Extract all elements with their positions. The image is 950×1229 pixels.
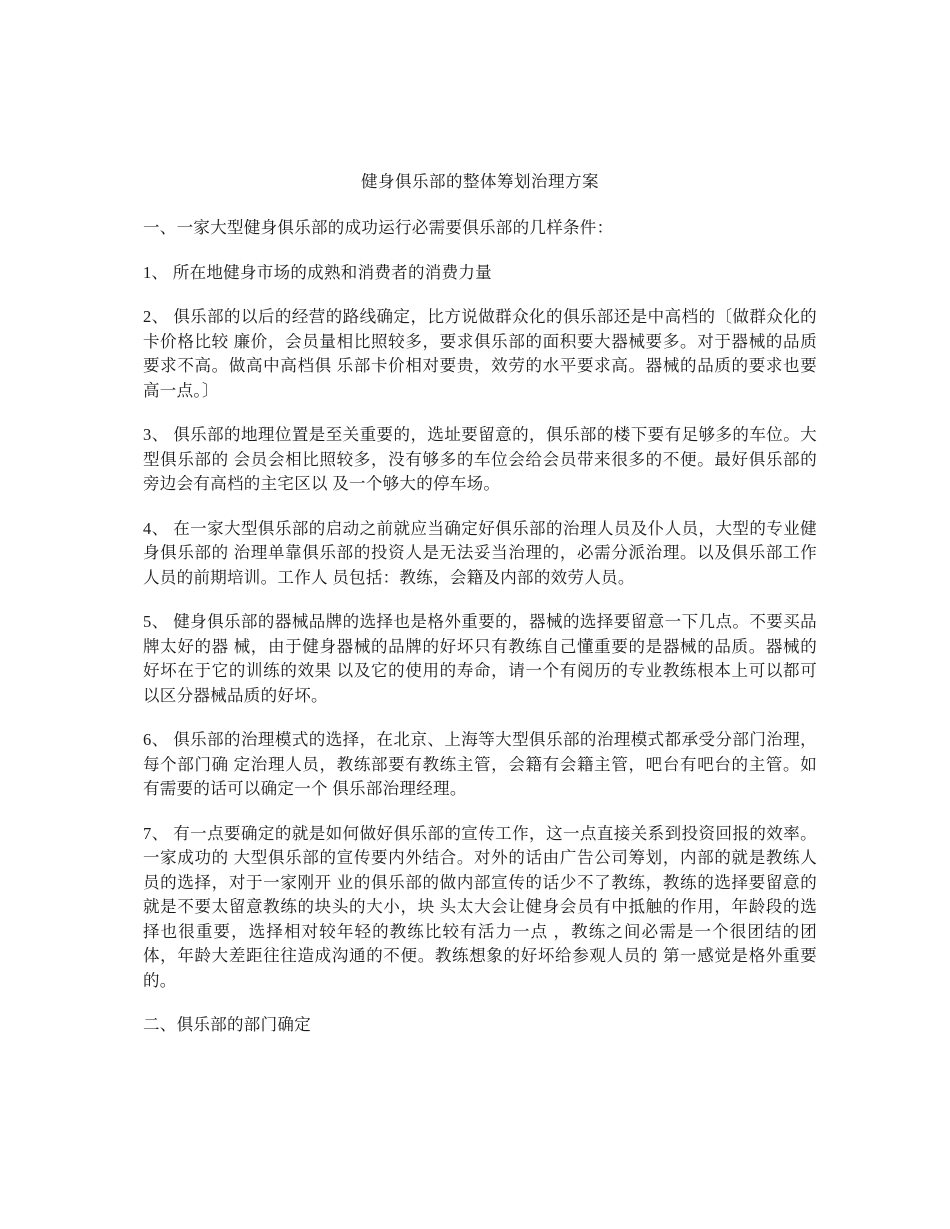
paragraph-item-2: 2、 俱乐部的以后的经营的路线确定，比方说做群众化的俱乐部还是中高档的〔做群众化的卡价格比较 廉价，会员量相比照较多，要求俱乐部的面积要大器械要多。对于器械的品质要求不高。做高中高档俱 乐部卡价相对要贵，效劳的水平要求高。器械的品质的要求也要高一点。〕: [143, 307, 817, 400]
paragraph-item-3: 3、 俱乐部的地理位置是至关重要的，选址要留意的，俱乐部的楼下要有足够多的车位。大型俱乐部的 会员会相比照较多，没有够多的车位会给会员带来很多的不便。最好俱乐部的旁边会有高档的主宅区以 及一个够大的停车场。: [143, 425, 817, 493]
paragraph-item-4: 4、 在一家大型俱乐部的启动之前就应当确定好俱乐部的治理人员及仆人员，大型的专业健身俱乐部的 治理单靠俱乐部的投资人是无法妥当治理的，必需分派治理。以及俱乐部工作人员的前期培训。工作人 员包括：教练，会籍及内部的效劳人员。: [143, 518, 817, 587]
paragraph-intro: 一、一家大型健身俱乐部的成功运行必需要俱乐部的几样条件：: [143, 218, 614, 237]
paragraph-item-1: 1、 所在地健身市场的成熟和消费者的消费力量: [143, 262, 492, 282]
paragraph-item-6: 6、 俱乐部的治理模式的选择，在北京、上海等大型俱乐部的治理模式都承受分部门治理，每个部门确 定治理人员，教练部要有教练主管，会籍有会籍主管，吧台有吧台的主管。如有需要的话可以确定一个 俱乐部治理经理。: [143, 730, 817, 798]
document-title: 健身俱乐部的整体筹划治理方案: [361, 172, 599, 191]
paragraph-section-2-heading: 二、俱乐部的部门确定: [143, 1015, 311, 1034]
paragraph-item-7: 7、 有一点要确定的就是如何做好俱乐部的宣传工作，这一点直接关系到投资回报的效率。一家成功的 大型俱乐部的宣传要内外结合。对外的话由广告公司筹划，内部的就是教练人员的选择，对于一家刚开 业的俱乐部的做内部宣传的话少不了教练，教练的选择要留意的就是不要太留意教练的块头的大小，块 头太大会让健身会员有中抵触的作用，年龄段的选择也很重要，选择相对较年轻的教练比较有活力一点 ，教练之间必需是一个很团结的团体，年龄大差距往往造成沟通的不便。教练想象的好坏给参观人员的 第一感觉是格外重要的。: [143, 823, 817, 990]
paragraph-item-5: 5、 健身俱乐部的器械品牌的选择也是格外重要的，器械的选择要留意一下几点。不要买品牌太好的器 械，由于健身器械的品牌的好坏只有教练自己懂重要的是器械的品质。器械的好坏在于它的训练的效果 以及它的使用的寿命，请一个有阅历的专业教练根本上可以都可以区分器械品质的好坏。: [143, 612, 817, 705]
